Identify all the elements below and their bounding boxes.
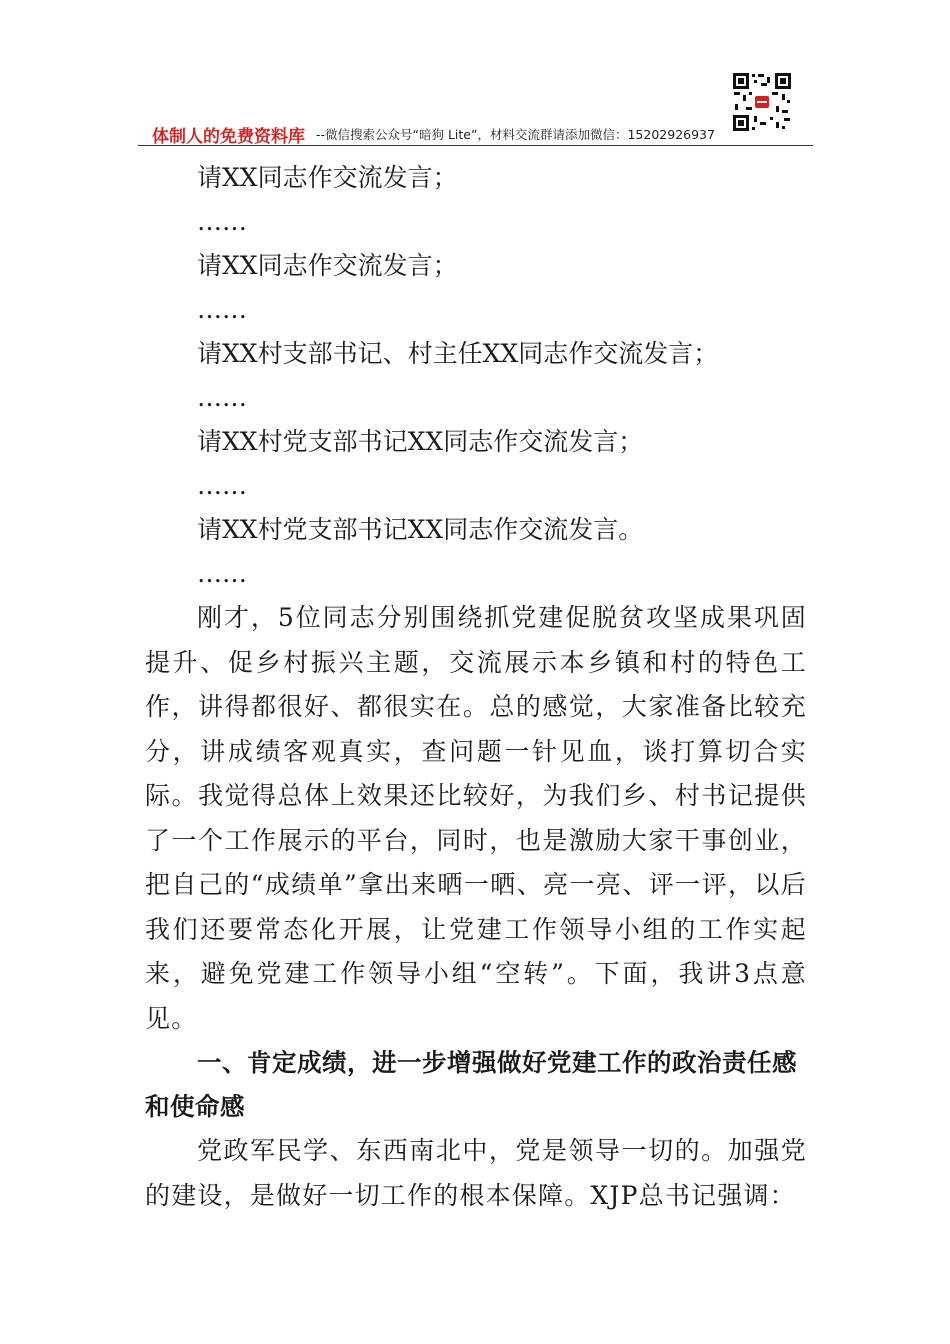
- agenda-line: 请XX村党支部书记XX同志作交流发言。: [197, 515, 644, 544]
- ellipsis-line: ……: [197, 559, 247, 588]
- agenda-line: 请XX村党支部书记XX同志作交流发言；: [197, 427, 644, 456]
- ellipsis-line: ……: [197, 383, 247, 412]
- header-title: 体制人的免费资料库: [152, 127, 305, 147]
- agenda-line: 请XX同志作交流发言；: [197, 251, 458, 280]
- agenda-line: 请XX同志作交流发言；: [197, 163, 458, 192]
- header-note: --微信搜索公众号“暗狗 Lite”，材料交流群请添加微信：15202926937: [316, 127, 715, 142]
- section-heading: 一、肯定成绩，进一步增强做好党建工作的政治责任感和使命感: [145, 1048, 797, 1121]
- header-divider: [138, 145, 813, 146]
- agenda-line: 请XX村支部书记、村主任XX同志作交流发言；: [197, 339, 719, 368]
- document-body: [145, 156, 807, 1218]
- ellipsis-line: ……: [197, 207, 247, 236]
- body-paragraph: 党政军民学、东西南北中，党是领导一切的。加强党的建设，是做好一切工作的根本保障。XJP总书记强调：: [145, 1136, 807, 1210]
- ellipsis-line: ……: [197, 295, 247, 324]
- summary-paragraph: 刚才，5位同志分别围绕抓党建促脱贫攻坚成果巩固提升、促乡村振兴主题，交流展示本乡镇和村的特色工作，讲得都很好、都很实在。总的感觉，大家准备比较充分，讲成绩客观真实，查问题一针见血，谈打算切合实际。我觉得总体上效果还比较好，为我们乡、村书记提供了一个工作展示的平台，同时，也是激励大家干事创业，把自己的“成绩单”拿出来晒一晒、亮一亮、评一评，以后我们还要常态化开展，让党建工作领导小组的工作实起来，避免党建工作领导小组“空转”。下面，我讲3点意见。: [145, 603, 807, 1033]
- page-header: [138, 120, 813, 148]
- ellipsis-line: ……: [197, 471, 247, 500]
